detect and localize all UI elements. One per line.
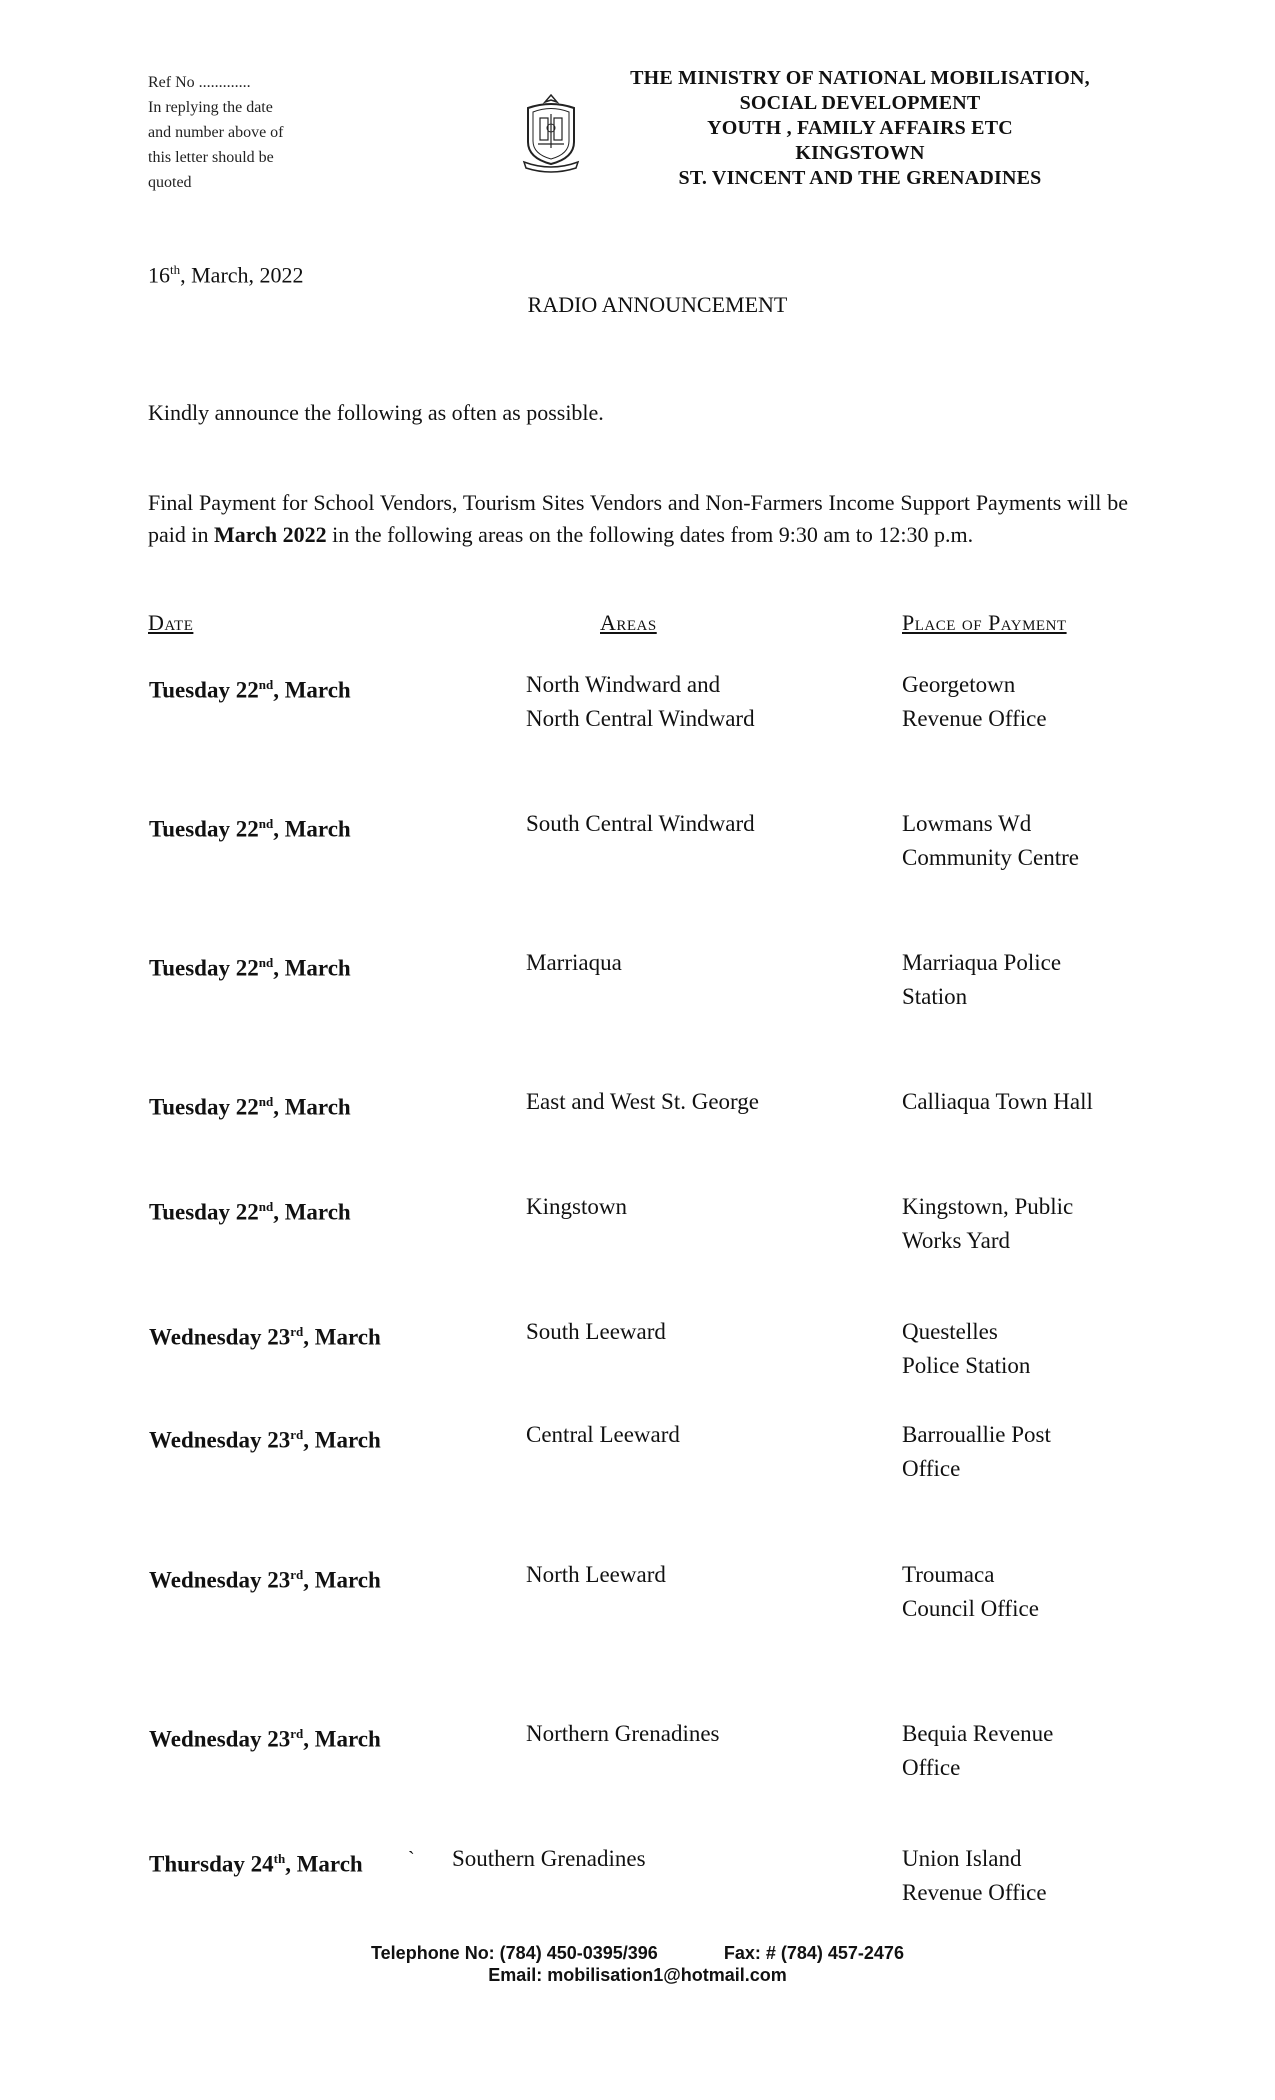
row-date: Wednesday 23rd, March xyxy=(149,1726,381,1752)
paragraph-text: Final Payment for School Vendors, Tourism Sites Vendors and Non-Farmers Income Support Payments will be paid in xyxy=(148,490,1128,547)
row-date: Tuesday 22nd, March xyxy=(149,1094,351,1120)
ministry-line: THE MINISTRY OF NATIONAL MOBILISATION, xyxy=(630,67,1090,89)
row-place: Lowmans Wd Community Centre xyxy=(902,811,1079,870)
row-area: North Leeward xyxy=(526,1562,666,1587)
header-date: Date xyxy=(148,610,194,635)
row-date: Wednesday 23rd, March xyxy=(149,1427,381,1453)
ministry-heading xyxy=(560,66,1160,191)
row-place: Kingstown, Public Works Yard xyxy=(902,1194,1074,1253)
date-rest: , March, 2022 xyxy=(180,262,304,288)
row-date: Tuesday 22nd, March xyxy=(149,1199,351,1225)
ministry-line: YOUTH , FAMILY AFFAIRS ETC xyxy=(707,117,1013,139)
date-suffix: th xyxy=(170,262,181,277)
row-place: Marriaqua Police Station xyxy=(902,950,1062,1009)
row-place: Union Island Revenue Office xyxy=(902,1846,1047,1905)
row-date: Wednesday 23rd, March xyxy=(149,1567,381,1593)
telephone: Telephone No: (784) 450-0395/396 xyxy=(371,1943,658,1963)
row-area: North Windward and North Central Windward xyxy=(526,672,755,731)
paragraph-bold: March 2022 xyxy=(214,522,327,547)
letter-date xyxy=(148,262,304,288)
row-place: Barrouallie Post Office xyxy=(902,1422,1051,1481)
row-place: Georgetown Revenue Office xyxy=(902,672,1047,731)
ministry-line: ST. VINCENT AND THE GRENADINES xyxy=(678,167,1042,189)
document-title: RADIO ANNOUNCEMENT xyxy=(527,292,788,317)
ref-line: quoted xyxy=(148,174,192,191)
row-place: Calliaqua Town Hall xyxy=(902,1089,1093,1114)
row-date: Tuesday 22nd, March xyxy=(149,955,351,981)
ministry-line: KINGSTOWN xyxy=(795,142,925,164)
header-areas: Areas xyxy=(600,610,657,635)
email: Email: mobilisation1@hotmail.com xyxy=(488,1965,787,1985)
intro-paragraph: Kindly announce the following as often as possible. xyxy=(148,400,604,425)
reference-note xyxy=(148,70,338,195)
ref-line: In replying the date xyxy=(148,99,273,116)
payment-paragraph xyxy=(148,487,1128,551)
row-area: Northern Grenadines xyxy=(526,1721,720,1746)
row-area: East and West St. George xyxy=(526,1089,760,1114)
paragraph-text: in the following areas on the following dates from 9:30 am to 12:30 p.m. xyxy=(326,522,974,547)
row-area: Marriaqua xyxy=(526,950,622,975)
ref-line: Ref No ............. xyxy=(148,74,251,91)
row-area: Southern Grenadines xyxy=(452,1846,646,1871)
ministry-line: SOCIAL DEVELOPMENT xyxy=(739,92,981,114)
row-area: Central Leeward xyxy=(526,1422,680,1447)
row-area: South Central Windward xyxy=(526,811,755,836)
date-day: 16 xyxy=(148,262,170,288)
row-area: South Leeward xyxy=(526,1319,666,1344)
row-place: Troumaca Council Office xyxy=(902,1562,1039,1621)
fax: Fax: # (784) 457-2476 xyxy=(723,1943,904,1963)
contact-line xyxy=(0,1942,1275,1964)
row-date: Wednesday 23rd, March xyxy=(149,1324,381,1350)
row-area: Kingstown xyxy=(526,1194,627,1219)
row-date: Thursday 24th, March xyxy=(149,1851,363,1877)
stray-mark: ` xyxy=(408,1848,415,1870)
ref-line: and number above of xyxy=(148,124,284,141)
row-date: Tuesday 22nd, March xyxy=(149,677,351,703)
header-place: Place of Payment xyxy=(902,610,1067,635)
ref-line: this letter should be xyxy=(148,149,274,166)
row-date: Tuesday 22nd, March xyxy=(149,816,351,842)
row-place: Questelles Police Station xyxy=(902,1319,1031,1378)
row-place: Bequia Revenue Office xyxy=(902,1721,1054,1780)
